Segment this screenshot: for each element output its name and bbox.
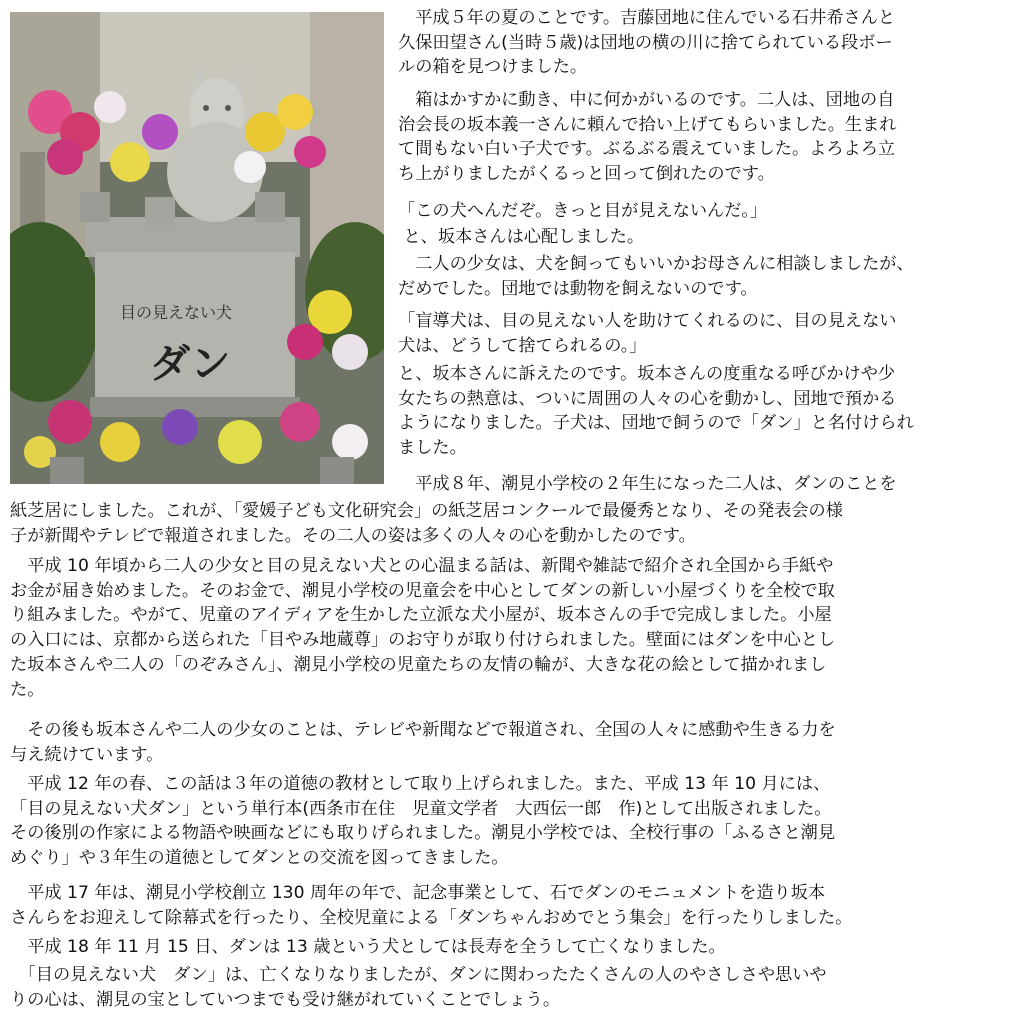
paragraph-4: と、坂本さんは心配しました。 xyxy=(398,227,645,247)
paragraph-11: その後も坂本さんや二人の少女のことは、テレビや新聞などで報道され、全国の人々に感動や生きる力を 与え続けています。 xyxy=(10,720,836,765)
monument-inscription-small: 目の見えない犬 xyxy=(120,303,233,322)
paragraph-3: 「この犬へんだぞ。きっと目が見えないんだ。」 xyxy=(398,201,768,221)
paragraph-1: 平成５年の夏のことです。吉藤団地に住んでいる石井希さんと 久保田望さん(当時５歳)は団地の横の川に捨てられている段ボー ルの箱を見つけました。 xyxy=(398,8,896,78)
paragraph-13: 平成 17 年は、潮見小学校創立 130 周年の年で、記念事業として、石でダンのモニュメントを造り坂本 さんらをお迎えして除幕式を行ったり、全校児童による「ダンちゃんおめでとう集会」を行ったりしました。 xyxy=(10,883,853,928)
paragraph-9: 紙芝居にしました。これが、「愛媛子ども文化研究会」の紙芝居コンクールで最優秀となり、その発表会の様 子が新聞やテレビで報道されました。その二人の姿は多くの人々の心を動かしたのです。 xyxy=(10,501,843,546)
monument-inscription-large: ダン xyxy=(150,341,231,387)
paragraph-14: 平成 18 年 11 月 15 日、ダンは 13 歳という犬としては長寿を全うして亡くなりました。 xyxy=(10,937,726,957)
paragraph-7: と、坂本さんに訴えたのです。坂本さんの度重なる呼びかけや少 女たちの熱意は、ついに周囲の人々の心を動かし、団地で預かる ようになりました。子犬は、団地で飼うので「ダン」と名付けられ ました。 xyxy=(398,364,914,459)
monument-photo xyxy=(10,12,384,484)
paragraph-2: 箱はかすかに動き、中に何かがいるのです。二人は、団地の自 治会長の坂本義一さんに頼んで拾い上げてもらいました。生まれ て間もない白い子犬です。ぶるぶる震えていました。よろよろ立 ち上がりましたがくるっと回って倒れたのです。 xyxy=(398,90,897,185)
paragraph-5: 二人の少女は、犬を飼ってもいいかお母さんに相談しましたが、 だめでした。団地では動物を飼えないのです。 xyxy=(398,254,914,299)
paragraph-6: 「盲導犬は、目の見えない人を助けてくれるのに、目の見えない 犬は、どうして捨てられるの。」 xyxy=(398,311,897,356)
paragraph-10: 平成 10 年頃から二人の少女と目の見えない犬との心温まる話は、新聞や雑誌で紹介され全国から手紙や お金が届き始めました。そのお金で、潮見小学校の児童会を中心としてダンの新しい小屋づくりを全校で取 り組みました。やがて、児童のアイディアを生かした立派な犬小屋が、坂本さんの手で完成しました。小屋 の入口には、京都から送られた「目やみ地蔵尊」のお守りが取り付けられました。壁面にはダンを中心とし た坂本さんや二人の「のぞみさん」、潮見小学校の児童たちの友情の輪が、大きな花の絵として描かれまし た。 xyxy=(10,556,836,700)
paragraph-15: 「目の見えない犬 ダン」は、亡くなりなりましたが、ダンに関わったたくさんの人のやさしさや思いや りの心は、潮見の宝としていつまでも受け継がれていくことでしょう。 xyxy=(10,965,827,1010)
paragraph-8: 平成８年、潮見小学校の２年生になった二人は、ダンのことを xyxy=(398,474,897,494)
paragraph-12: 平成 12 年の春、この話は３年の道徳の教材として取り上げられました。また、平成 13 年 10 月には、 「目の見えない犬ダン」という単行本(西条市在住 児童文学者 大西伝一郎 作)として出版されました。 その後別の作家による物語や映画などにも取りげられました。潮見小学校では、全校行事の「ふるさと潮見 めぐり」や３年生の道徳としてダンとの交流を図ってきました。 xyxy=(10,774,836,869)
